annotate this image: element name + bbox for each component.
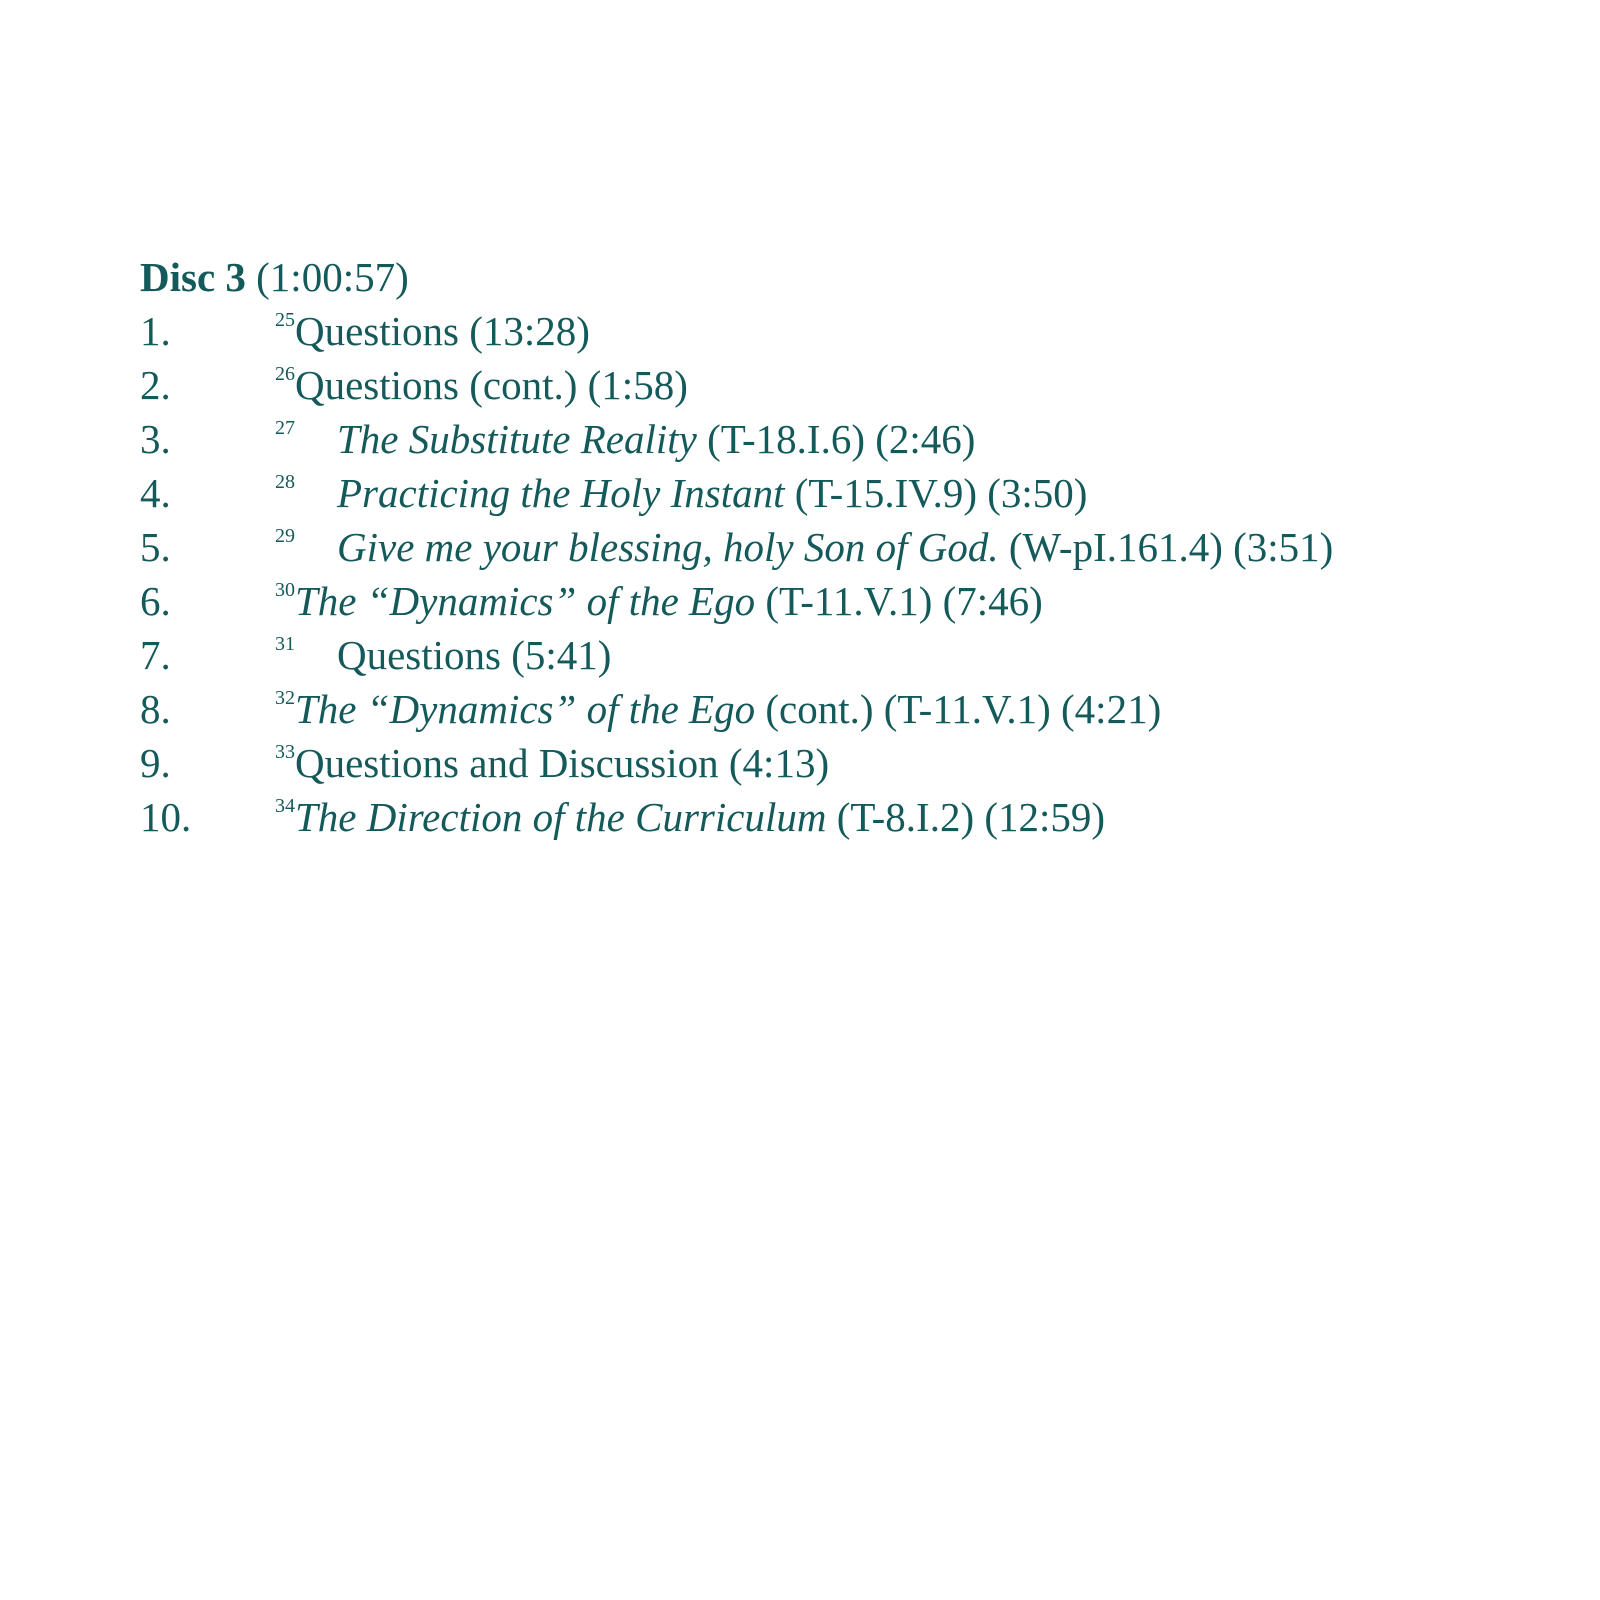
track-number: 2. xyxy=(140,362,171,408)
track-title: Questions and Discussion xyxy=(295,740,719,786)
track-row xyxy=(140,790,1560,844)
track-details: (W-pI.161.4) (3:51) xyxy=(998,524,1334,570)
track-number: 9. xyxy=(140,740,171,786)
track-row xyxy=(140,358,1560,412)
track-title: Questions xyxy=(337,632,501,678)
track-row xyxy=(140,682,1560,736)
track-reference-number: 30 xyxy=(275,579,295,601)
track-number: 8. xyxy=(140,686,171,732)
track-details: (5:41) xyxy=(501,632,612,678)
track-reference-number: 33 xyxy=(275,741,295,763)
track-title: The Substitute Reality xyxy=(337,416,697,462)
track-number: 7. xyxy=(140,632,171,678)
track-number: 6. xyxy=(140,578,171,624)
track-number: 4. xyxy=(140,470,171,516)
track-row xyxy=(140,574,1560,628)
track-title: The “Dynamics” of the Ego xyxy=(295,578,756,624)
track-details: (cont.) (T-11.V.1) (4:21) xyxy=(755,686,1162,732)
track-row xyxy=(140,304,1560,358)
track-body xyxy=(275,304,590,358)
track-reference-number: 34 xyxy=(275,795,295,817)
disc-label: Disc 3 xyxy=(140,254,246,300)
track-number: 10. xyxy=(140,794,192,840)
track-details: (13:28) xyxy=(459,308,590,354)
track-details: (4:13) xyxy=(718,740,830,786)
track-body xyxy=(275,466,1087,520)
track-details: (T-18.I.6) (2:46) xyxy=(696,416,976,462)
tracks xyxy=(140,304,1560,844)
track-row xyxy=(140,628,1560,682)
track-body xyxy=(275,628,611,682)
track-body xyxy=(275,790,1105,844)
track-details: (T-11.V.1) (7:46) xyxy=(755,578,1043,624)
track-title: The “Dynamics” of the Ego xyxy=(295,686,756,732)
track-body xyxy=(275,358,688,412)
track-reference-number: 26 xyxy=(275,363,295,385)
track-title: Questions xyxy=(295,308,459,354)
track-number: 5. xyxy=(140,524,171,570)
disc-duration: (1:00:57) xyxy=(256,254,409,300)
track-reference-number: 25 xyxy=(275,309,295,331)
track-number: 3. xyxy=(140,416,171,462)
track-body xyxy=(275,574,1043,628)
track-details: (1:58) xyxy=(577,362,688,408)
track-reference-number: 31 xyxy=(275,633,295,655)
track-row xyxy=(140,520,1560,574)
track-title: Practicing the Holy Instant xyxy=(337,470,785,516)
track-details: (T-8.I.2) (12:59) xyxy=(826,794,1106,840)
track-reference-number: 27 xyxy=(275,417,295,439)
track-body xyxy=(275,412,975,466)
track-list xyxy=(140,250,1560,844)
track-row xyxy=(140,412,1560,466)
track-details: (T-15.IV.9) (3:50) xyxy=(784,470,1088,516)
disc-header xyxy=(140,250,1560,304)
track-body xyxy=(275,520,1333,574)
track-body xyxy=(275,682,1161,736)
track-title: Give me your blessing, holy Son of God. xyxy=(337,524,999,570)
track-title: Questions (cont.) xyxy=(295,362,578,408)
track-number: 1. xyxy=(140,308,171,354)
track-row xyxy=(140,466,1560,520)
track-row xyxy=(140,736,1560,790)
track-title: The Direction of the Curriculum xyxy=(295,794,827,840)
track-reference-number: 29 xyxy=(275,525,295,547)
track-reference-number: 32 xyxy=(275,687,295,709)
track-body xyxy=(275,736,829,790)
track-reference-number: 28 xyxy=(275,471,295,493)
